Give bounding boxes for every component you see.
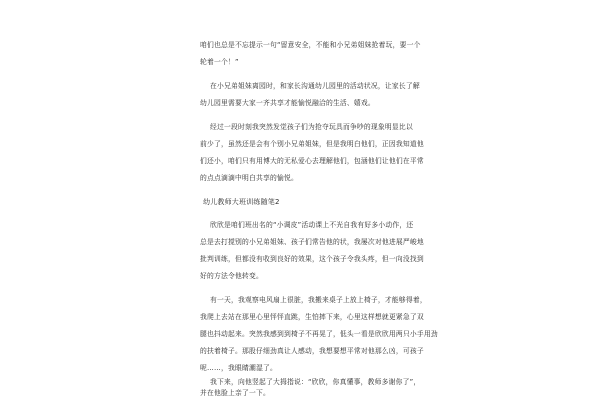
paragraph-line: 幼儿园里需要大家一齐共享才能愉悦融洽的生活、嬉戏。 (200, 99, 375, 107)
paragraph-line: 有一天，我观察电风扇上很脏，我搬来桌子上放上椅子，才能够得着， (210, 296, 427, 304)
paragraph-line: 的扶着椅子。那股仔细劲真让人感动，我想要想平常对他那么凶，可孩子 (200, 347, 424, 355)
paragraph-line: 前少了，虽然还是会有个别小兄弟姐妹，但是我明白他们，正因我知道他 (200, 140, 424, 148)
paragraph-line: 批判训练，但都没有收到良好的效果，这个孩子令我头疼，但一向没找到 (200, 255, 424, 263)
paragraph-line: 好的方法令他转变。 (200, 272, 263, 280)
paragraph-line: 在小兄弟姐妹离园时，和家长沟通幼儿园里的活动状况，让家长了解 (210, 82, 420, 90)
paragraph-line: 并在他脸上亲了一下。 (200, 389, 270, 397)
paragraph-line: 我爬上去站在那里心里怦怦直跳，生怕摔下来，心里这样想就更紧急了双 (200, 313, 424, 321)
paragraph-line: 我下来，向他竖起了大拇指说：“欣欣，你真懂事，教师多谢你了”， (210, 378, 421, 386)
paragraph-line: 呢……，我眼睛潮湿了。 (200, 364, 277, 372)
paragraph-line: 经过一段时刻我突然发觉孩子们为抢夺玩具而争吵的现象明显比以 (210, 123, 413, 131)
paragraph-line: 的点点滴滴中明白共享的愉悦。 (200, 174, 298, 182)
paragraph-line: 总是去打搅别的小兄弟姐妹、孩子们常告他的状，我屡次对他进展严峻地 (200, 238, 424, 246)
paragraph-line: 轮着一个！” (200, 58, 239, 66)
paragraph-line: 腿也抖动起来。突然我感到到椅子不再晃了，低头一看是欣欣用两只小手用劲 (200, 330, 438, 338)
paragraph-line: 们还小，咱们只有用博大的无私爱心去理解他们，包涵他们让他们在平常 (200, 157, 424, 165)
paragraph-line: 欣欣是咱们班出名的“小调皮”活动课上不光自我有好多小动作，还 (210, 221, 414, 229)
section-heading: 幼儿教师大班训练随笔2 (203, 198, 280, 206)
paragraph-line: 咱们也总是不忘提示一句“留意安全，不能和小兄弟姐妹抢着玩，要一个 (200, 41, 421, 49)
